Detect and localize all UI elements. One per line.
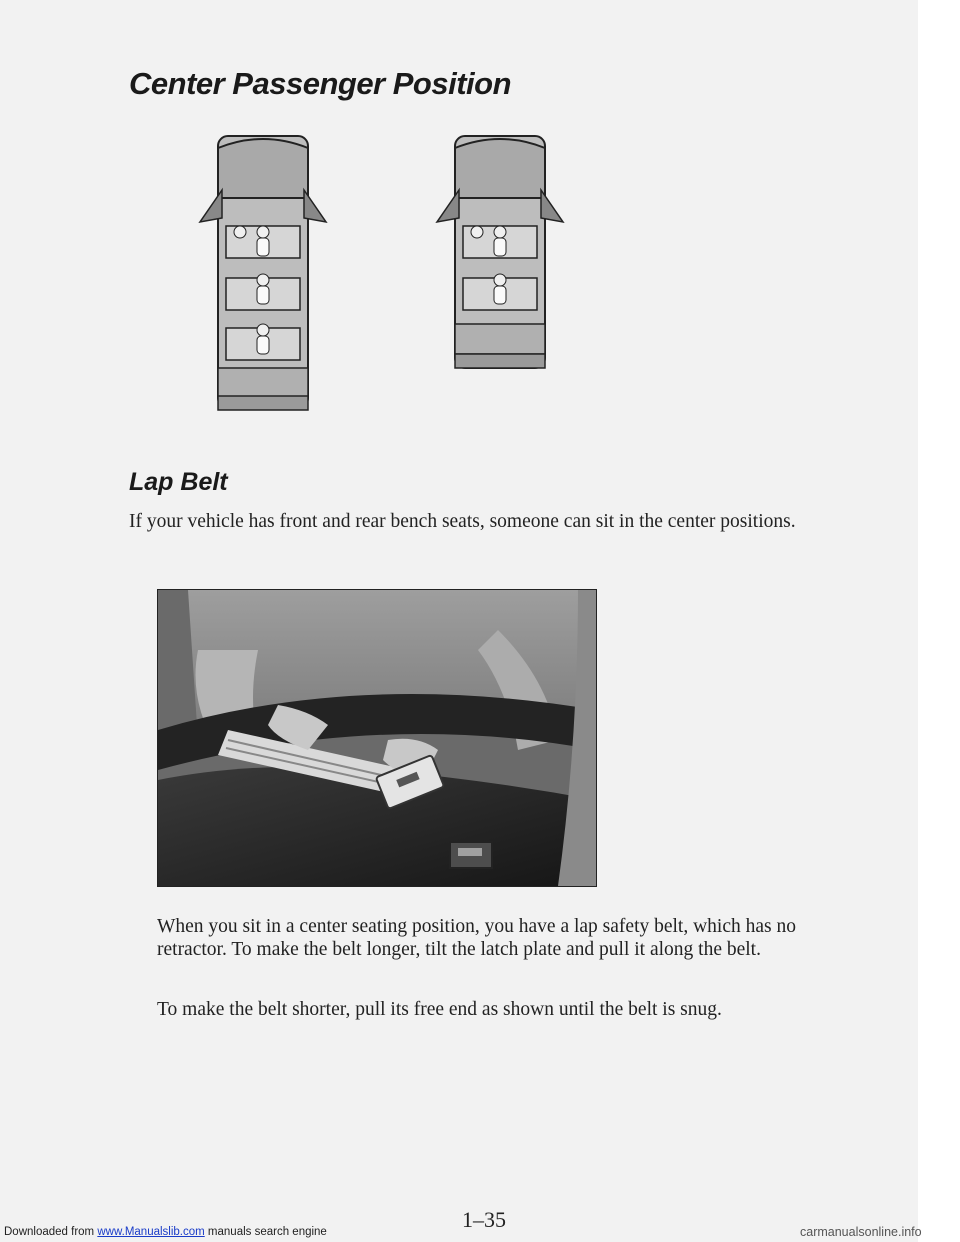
seat-row-1 — [463, 226, 537, 258]
site-watermark: carmanualsonline.info — [800, 1225, 922, 1239]
page-margin — [918, 0, 960, 1242]
three-row-seating-diagram — [196, 128, 330, 418]
section-heading: Lap Belt — [129, 468, 228, 496]
page-number: 1–35 — [462, 1207, 506, 1232]
paragraph-lengthen-belt: When you sit in a center seating position, you have a lap safety belt, which has no retractor. To make the belt longer, tilt the latch plate and pull it along the belt. — [157, 916, 796, 960]
seat-row-3 — [226, 324, 300, 360]
footer-suffix: manuals search engine — [207, 1226, 327, 1238]
manualslib-link[interactable]: www.Manualslib.com — [97, 1226, 205, 1238]
footer-prefix: Downloaded from — [4, 1226, 95, 1238]
page-title: Center Passenger Position — [129, 66, 512, 101]
seat-row-2 — [226, 274, 300, 310]
two-row-seating-diagram — [433, 128, 567, 373]
paragraph-shorten-belt: To make the belt shorter, pull its free end as shown until the belt is snug. — [157, 999, 722, 1020]
seat-row-2 — [463, 274, 537, 310]
seat-row-1 — [226, 226, 300, 258]
download-source-footer — [4, 1226, 327, 1238]
paragraph-intro: If your vehicle has front and rear bench seats, someone can sit in the center positions. — [129, 511, 796, 532]
lap-belt-photo — [157, 589, 597, 887]
